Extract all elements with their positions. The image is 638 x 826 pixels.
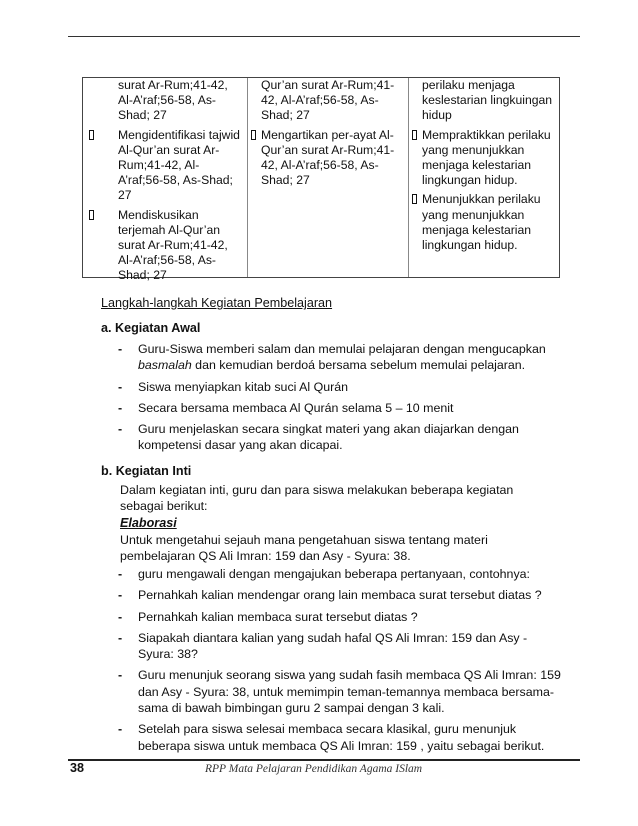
page-number: 38 xyxy=(70,761,85,775)
dash-icon: - xyxy=(118,722,123,737)
table-entry xyxy=(118,128,241,204)
table-column-1 xyxy=(83,78,247,283)
entry-text: Mengidentifikasi tajwid Al-Qur’an surat Ar-Rum;41-42, Al-A’raf;56-58, As-Shad; 27 xyxy=(118,127,240,203)
table-entry xyxy=(422,192,553,253)
entry-text: perilaku menjaga keslestarian lingkuingan hidup xyxy=(422,78,553,123)
item-text: Pernahkah kalian membaca surat tersebut diatas ? xyxy=(138,609,418,624)
item-text: Secara bersama membaca Al Qurán selama 5 – 10 menit xyxy=(138,400,454,415)
elaborasi-label: Elaborasi xyxy=(120,516,177,530)
item-text: Siapakah diantara kalian yang sudah hafal QS Ali Imran: 159 dan Asy - Syura: 38? xyxy=(138,630,528,662)
item-emphasis: basmalah xyxy=(138,358,192,373)
column-3-content xyxy=(409,78,559,253)
item-text: Guru-Siswa memberi salam dan memulai pelajaran dengan mengucapkan xyxy=(138,342,546,356)
heading-kegiatan-awal: a. Kegiatan Awal xyxy=(101,321,201,335)
dash-icon: - xyxy=(118,422,123,437)
item-text: Pernahkah kalian mendengar orang lain membaca surat tersebut diatas ? xyxy=(138,588,542,603)
table-entry xyxy=(422,78,553,124)
table-column-3 xyxy=(408,78,559,277)
list-item xyxy=(118,721,563,754)
bullet-icon xyxy=(412,194,417,204)
header-rule xyxy=(68,36,580,37)
table-entry xyxy=(118,78,241,124)
list-item xyxy=(118,400,563,416)
list-item xyxy=(118,566,563,582)
kegiatan-awal-list xyxy=(118,341,563,459)
dash-icon: - xyxy=(118,342,123,356)
bullet-icon xyxy=(251,130,256,140)
footer-title: RPP Mata Pelajaran Pendidikan Agama ISlam xyxy=(205,763,423,775)
table-column-2 xyxy=(247,78,408,277)
list-item xyxy=(118,587,563,603)
column-2-content xyxy=(248,78,408,188)
item-text: Guru menjelaskan secara singkat materi yang akan diajarkan dengan kompetensi dasar yang akan dicapai. xyxy=(138,422,519,453)
entry-text: Menunjukkan perilaku yang menunjukkan menjaga kelestarian lingkungan hidup. xyxy=(422,192,541,253)
list-item xyxy=(118,421,563,454)
list-item xyxy=(118,379,563,395)
dash-icon: - xyxy=(118,668,123,683)
footer-rule xyxy=(68,759,580,761)
dash-icon: - xyxy=(118,588,123,603)
item-text: dan kemudian berdoá bersama sebelum memulai pelajaran. xyxy=(191,358,526,373)
bullet-icon xyxy=(89,210,94,220)
column-1-content xyxy=(83,78,247,284)
item-text: Setelah para siswa selesai membaca secara klasikal, guru menunjuk beberapa siswa untuk membaca QS Ali Imran: 159 , yaitu sebagai berikut. xyxy=(138,722,545,753)
table-entry xyxy=(422,128,553,189)
dash-icon: - xyxy=(118,609,123,624)
list-item xyxy=(118,667,563,716)
item-text: Siswa menyiapkan kitab suci Al Qurán xyxy=(138,379,349,394)
dash-icon: - xyxy=(118,379,123,394)
dash-icon: - xyxy=(118,567,123,581)
item-text: guru mengawali dengan mengajukan beberapa pertanyaan, contohnya: xyxy=(138,567,530,581)
heading-kegiatan-inti: b. Kegiatan Inti xyxy=(101,464,192,478)
table-entry xyxy=(261,128,402,189)
entry-text: surat Ar-Rum;41-42, Al-A’raf;56-58, As-Shad; 27 xyxy=(118,78,228,123)
dash-icon: - xyxy=(118,400,123,415)
elaborasi-text: Untuk mengetahui sejauh mana pengetahuan siswa tentang materi pembelajaran QS Ali Imran: 159 dan Asy - Syura: 38. xyxy=(120,533,488,564)
entry-text: Mengartikan per-ayat Al-Qur’an surat Ar-Rum;41-42, Al-A’raf;56-58, As-Shad; 27 xyxy=(261,127,395,188)
bullet-icon xyxy=(412,130,417,140)
table-entry xyxy=(261,78,402,124)
kegiatan-inti-list xyxy=(118,566,563,759)
inti-intro: Dalam kegiatan inti, guru dan para siswa melakukan beberapa kegiatan sebagai berikut: xyxy=(120,483,514,514)
section-title: Langkah-langkah Kegiatan Pembelajaran xyxy=(101,296,333,310)
list-item xyxy=(118,341,563,374)
list-item xyxy=(118,609,563,625)
entry-text: Mendiskusikan terjemah Al-Qur’an surat Ar-Rum;41-42, Al-A’raf;56-58, As-Shad; 27 xyxy=(118,207,228,283)
dash-icon: - xyxy=(118,630,123,645)
entry-text: Mempraktikkan perilaku yang menunjukkan menjaga kelestarian lingkungan hidup. xyxy=(422,127,551,188)
entry-text: Qur’an surat Ar-Rum;41-42, Al-A’raf;56-58, As-Shad; 27 xyxy=(261,78,395,123)
bullet-icon xyxy=(89,130,94,140)
item-text: Guru menunjuk seorang siswa yang sudah fasih membaca QS Ali Imran: 159 dan Asy - Syura: 38, untuk memimpin teman-temannya membaca bersama-sama di bawah bimbingan guru 2 sampai dengan 3 kali. xyxy=(138,668,561,716)
competency-table xyxy=(82,77,560,283)
list-item xyxy=(118,630,563,663)
table-entry xyxy=(118,208,241,284)
